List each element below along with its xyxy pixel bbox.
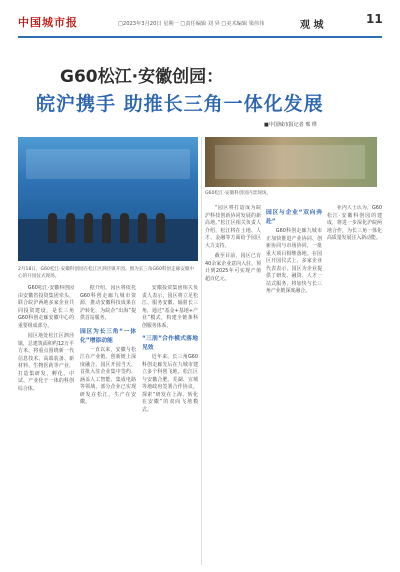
body-paragraph: 据介绍，园区将依托G60科创走廊九城市资源，推动安徽科技成果在沪转化，为皖企“出海”提供首站服务。 <box>80 285 136 321</box>
body-column-5 <box>266 205 322 565</box>
section-heading: 园区为长三角“一体化”增添动能 <box>80 328 136 344</box>
person-figure <box>156 213 165 243</box>
stage-banner <box>26 149 190 179</box>
newspaper-logo: 中国城市报 <box>18 16 78 29</box>
body-paragraph: 截至目前，园区已有40余家企业意向入驻，预计到2025年可实现产值超百亿元。 <box>205 253 261 282</box>
dateline: □2023年3月20日 星期一 □责任编辑 刘 昇 □美术编辑 梁伟伟 <box>118 21 265 27</box>
body-column-6 <box>327 205 382 565</box>
person-figure <box>138 213 147 243</box>
body-paragraph: 业内人士认为，G60松江·安徽科创园的建成，将进一步深化沪皖两地合作，为长三角一体化高质量发展注入新动能。 <box>327 205 382 241</box>
body-column-2 <box>80 285 136 565</box>
body-paragraph: 安徽投资集团相关负责人表示，园区将立足松江、服务安徽、辐射长三角，通过“基金+基地+产业”模式，构建全链条科创服务体系。 <box>142 285 198 329</box>
column-divider <box>201 137 202 565</box>
person-figure <box>120 213 129 243</box>
event-photo <box>18 137 198 261</box>
article-headline: 皖沪携手 助推长三角一体化发展 <box>36 93 324 115</box>
page-number: 11 <box>366 12 383 26</box>
person-figure <box>48 213 57 243</box>
article-title: G60松江·安徽创园： <box>60 67 224 87</box>
body-paragraph: 近年来，长三角G60科创走廊先后在九城市建立多个科创飞地。松江区与安徽合肥、芜湖、宣城等地政府签署合作协议，探索“研发在上海、转化在安徽”的双向飞地模式。 <box>142 354 198 413</box>
photo-caption: 2月18日，G60松江·安徽科创园在松江区泗泾镇开园。图为长三角G60科创走廊安徽中心的开园仪式现场。 <box>18 267 195 279</box>
person-figure <box>102 213 111 243</box>
page-header <box>0 0 400 56</box>
body-paragraph: 园区地处松江区泗泾镇，总建筑面积约12万平方米，将重点围绕新一代信息技术、高端装备、新材料、生物医药等产业，打造集研发、孵化、中试、产业化于一体的科创综合体。 <box>18 333 74 392</box>
body-paragraph: G60科创走廊九城市正加快推进产业协同、创新协同与市场协同，一批重大项目相继落地。在园区开园仪式上，多家企业代表表示，园区为企业提供了研发、融资、人才一站式服务，将加快与长三角产业链深度融合。 <box>266 228 322 294</box>
section-heading: “三朋”合作模式落地见效 <box>142 336 198 351</box>
body-column-3 <box>142 285 198 565</box>
article-inset-image <box>205 137 377 187</box>
person-figure <box>84 213 93 243</box>
body-paragraph: “园区将打造成为皖沪科技创新协同发展的新高地。”松江区相关负责人介绍，松江将在土地、人才、金融等方面给予园区大力支持。 <box>205 205 261 249</box>
body-paragraph: G60松江·安徽科创园由安徽省投资集团牵头，联合皖沪两地多家企业共同投资建设，是长三角G60科创走廊安徽中心的重要组成部分。 <box>18 285 74 329</box>
inset-caption: G60松江·安徽科创园内景现场。 <box>205 191 271 196</box>
body-paragraph: 一直以来，安徽与松江在产业链、创新链上深度融合。园区开园当天，首批入驻企业集中签约，涵盖人工智能、集成电路等领域，部分企业已实现研发在松江、生产在安徽。 <box>80 346 136 405</box>
body-column-1 <box>18 285 74 565</box>
body-column-4 <box>205 205 261 565</box>
header-rule <box>18 36 382 38</box>
section-name: 观 城 <box>300 20 324 31</box>
section-heading: 园区与企业“双向奔赴” <box>266 210 322 225</box>
person-figure <box>66 213 75 243</box>
article-byline: ■中国城市报记者 邢 桦 <box>264 122 317 128</box>
